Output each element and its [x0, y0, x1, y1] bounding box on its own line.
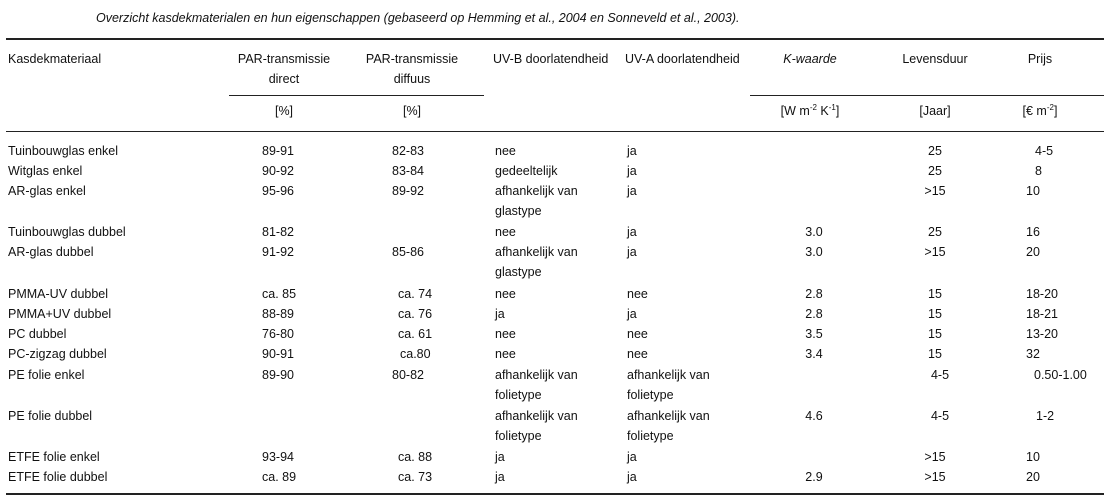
cell-par-direct: 89-91	[262, 144, 294, 158]
cell-price: 20	[1026, 470, 1040, 484]
cell-lifetime: >15	[924, 450, 946, 464]
k-life-price-header-subrule	[750, 95, 1104, 96]
cell-k-value: 2.8	[805, 307, 823, 321]
cell-lifetime: >15	[924, 470, 946, 484]
cell-price: 18-21	[1026, 307, 1058, 321]
unit-par-diffuse: [%]	[402, 104, 422, 118]
cell-uva: ja	[627, 144, 637, 158]
cell-par-direct: 88-89	[262, 307, 294, 321]
cell-par-diffuse: 89-92	[392, 184, 424, 198]
cell-material: ETFE folie enkel	[8, 450, 100, 464]
cell-par-direct: 95-96	[262, 184, 294, 198]
cell-uva: afhankelijk van folietype	[627, 368, 710, 402]
cell-price: 0.50-1.00	[1034, 368, 1087, 382]
header-bottom-rule	[6, 131, 1104, 132]
cell-par-diffuse: ca. 74	[398, 287, 433, 301]
cell-material: AR-glas dubbel	[8, 245, 94, 259]
cell-uva: ja	[627, 164, 637, 178]
cell-par-diffuse: 85-86	[392, 245, 424, 259]
table-caption: Overzicht kasdekmaterialen en hun eigenschappen (gebaseerd op Hemming et al., 2004 en Sonneveld et al., 2003).	[96, 11, 740, 25]
cell-uva: ja	[627, 470, 637, 484]
cell-material: PMMA-UV dubbel	[8, 287, 109, 301]
cell-uvb: afhankelijk van folietype	[495, 368, 578, 402]
cell-uvb: nee	[495, 327, 516, 341]
cell-material: PE folie enkel	[8, 368, 85, 382]
table-bottom-rule	[6, 493, 1104, 495]
cell-par-direct: 90-92	[262, 164, 294, 178]
cell-uva: nee	[627, 327, 648, 341]
header-material: Kasdekmateriaal	[8, 52, 102, 66]
cell-uva: ja	[627, 225, 637, 239]
cell-uva: afhankelijk van folietype	[627, 409, 710, 443]
cell-price: 16	[1026, 225, 1040, 239]
cell-price: 13-20	[1026, 327, 1058, 341]
cell-uva: ja	[627, 184, 637, 198]
header-price: Prijs	[1027, 52, 1053, 66]
header-uvb: UV-B doorlatendheid	[493, 52, 609, 66]
cell-par-diffuse: ca. 88	[398, 450, 433, 464]
cell-lifetime: 15	[928, 347, 942, 361]
cell-lifetime: 25	[928, 164, 942, 178]
cell-price: 18-20	[1026, 287, 1058, 301]
cell-par-diffuse: ca. 76	[398, 307, 433, 321]
header-par-direct: PAR-transmissie direct	[237, 52, 331, 86]
cell-par-direct: ca. 85	[262, 287, 297, 301]
cell-lifetime: 25	[928, 225, 942, 239]
cell-par-direct: 93-94	[262, 450, 294, 464]
cell-lifetime: 25	[928, 144, 942, 158]
cell-price: 1-2	[1036, 409, 1055, 423]
cell-par-diffuse: 80-82	[392, 368, 424, 382]
cell-lifetime: 15	[928, 307, 942, 321]
unit-lifetime: [Jaar]	[919, 104, 951, 118]
cell-lifetime: 4-5	[930, 409, 950, 423]
cell-uvb: nee	[495, 144, 516, 158]
cell-price: 4-5	[1035, 144, 1054, 158]
cell-par-direct: 81-82	[262, 225, 294, 239]
header-k-value: K-waarde	[783, 52, 837, 66]
cell-par-direct: ca. 89	[262, 470, 297, 484]
cell-par-direct: 90-91	[262, 347, 294, 361]
unit-k-value: [W $m^{-2}$ $K^{-1}$]	[780, 102, 840, 118]
cell-par-diffuse: ca. 61	[398, 327, 433, 341]
cell-price: 32	[1026, 347, 1040, 361]
cell-uva: ja	[627, 307, 637, 321]
cell-k-value: 3.5	[805, 327, 823, 341]
cell-uvb: nee	[495, 225, 516, 239]
unit-par-direct: [%]	[274, 104, 294, 118]
cell-uva: nee	[627, 287, 648, 301]
cell-lifetime: 15	[928, 327, 942, 341]
cell-uvb: ja	[495, 307, 505, 321]
cell-k-value: 4.6	[805, 409, 823, 423]
header-uva: UV-A doorlatendheid	[625, 52, 740, 66]
cell-par-direct: 89-90	[262, 368, 294, 382]
cell-uvb: afhankelijk van glastype	[495, 245, 578, 279]
cell-uva: ja	[627, 245, 637, 259]
cell-material: PC dubbel	[8, 327, 67, 341]
cell-k-value: 3.0	[805, 245, 823, 259]
cell-par-diffuse: 82-83	[392, 144, 424, 158]
cell-uvb: ja	[495, 450, 505, 464]
cell-uvb: nee	[495, 287, 516, 301]
cell-lifetime: 4-5	[930, 368, 950, 382]
cell-lifetime: 15	[928, 287, 942, 301]
cell-price: 10	[1026, 184, 1040, 198]
cell-uvb: gedeeltelijk	[495, 164, 558, 178]
cell-material: Tuinbouwglas dubbel	[8, 225, 126, 239]
cell-price: 10	[1026, 450, 1040, 464]
cell-material: Tuinbouwglas enkel	[8, 144, 119, 158]
cell-material: Witglas enkel	[8, 164, 83, 178]
cell-material: PE folie dubbel	[8, 409, 93, 423]
cell-material: ETFE folie dubbel	[8, 470, 108, 484]
par-header-subrule	[229, 95, 484, 96]
cell-uvb: ja	[495, 470, 505, 484]
cell-price: 20	[1026, 245, 1040, 259]
cell-par-diffuse: ca.80	[400, 347, 431, 361]
cell-k-value: 3.0	[805, 225, 823, 239]
cell-par-direct: 76-80	[262, 327, 294, 341]
cell-par-direct: 91-92	[262, 245, 294, 259]
cell-uvb: afhankelijk van glastype	[495, 184, 578, 218]
cell-material: AR-glas enkel	[8, 184, 86, 198]
cell-lifetime: >15	[924, 184, 946, 198]
cell-price: 8	[1035, 164, 1042, 178]
header-lifetime: Levensduur	[902, 52, 968, 66]
cell-uvb: nee	[495, 347, 516, 361]
cell-material: PC-zigzag dubbel	[8, 347, 107, 361]
table-top-rule	[6, 38, 1104, 40]
header-par-diffuse: PAR-transmissie diffuus	[365, 52, 459, 86]
cell-uva: nee	[627, 347, 648, 361]
unit-price: [€ $m^{-2}$]	[1022, 102, 1058, 118]
cell-material: PMMA+UV dubbel	[8, 307, 112, 321]
cell-par-diffuse: ca. 73	[398, 470, 433, 484]
cell-par-diffuse: 83-84	[392, 164, 424, 178]
cell-lifetime: >15	[924, 245, 946, 259]
cell-k-value: 2.9	[805, 470, 823, 484]
cell-uvb: afhankelijk van folietype	[495, 409, 578, 443]
cell-k-value: 2.8	[805, 287, 823, 301]
cell-k-value: 3.4	[805, 347, 823, 361]
cell-uva: ja	[627, 450, 637, 464]
